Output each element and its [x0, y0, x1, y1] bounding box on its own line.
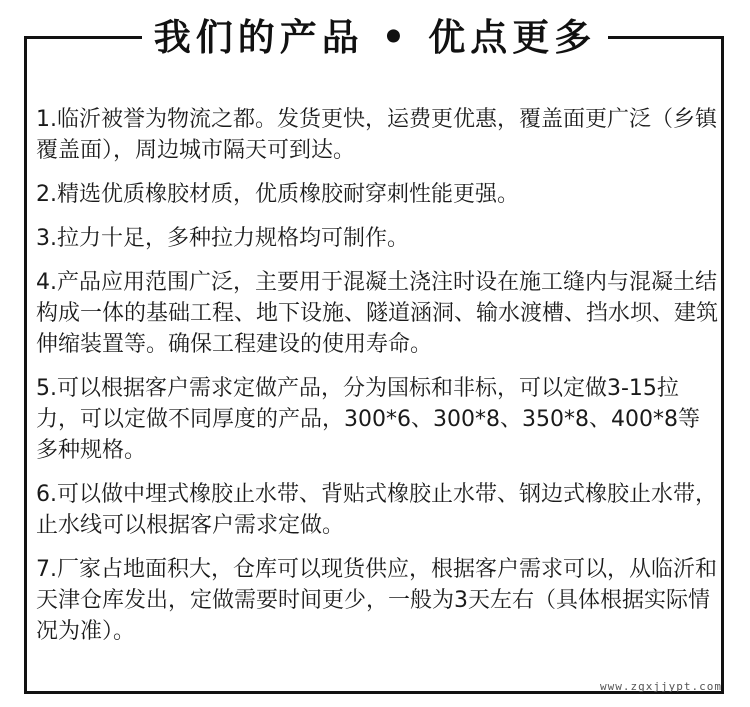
feature-item-6: 6.可以做中埋式橡胶止水带、背贴式橡胶止水带、钢边式橡胶止水带，止水线可以根据客户需求定做。 — [36, 482, 717, 538]
feature-item-2: 2.精选优质橡胶材质，优质橡胶耐穿刺性能更强。 — [36, 182, 519, 207]
feature-item-4: 4.产品应用范围广泛，主要用于混凝土浇注时设在施工缝内与混凝土结构成一体的基础工程、地下设施、隧道涵洞、输水渡槽、挡水坝、建筑伸缩装置等。确保工程建设的使用寿命。 — [36, 270, 719, 357]
feature-item-5: 5.可以根据客户需求定做产品，分为国标和非标，可以定做3-15拉力，可以定做不同厚度的产品，300*6、300*8、350*8、400*8等多种规格。 — [36, 376, 700, 463]
watermark-url: www.zgxjjypt.com — [600, 680, 722, 693]
feature-list — [36, 104, 720, 660]
page-title: 我们的产品 • 优点更多 — [142, 14, 608, 60]
feature-item-7: 7.厂家占地面积大，仓库可以现货供应，根据客户需求可以，从临沂和天津仓库发出，定做需要时间更少，一般为3天左右（具体根据实际情况为准）。 — [36, 557, 717, 644]
title-bar — [0, 14, 750, 60]
feature-item-3: 3.拉力十足，多种拉力规格均可制作。 — [36, 226, 409, 251]
feature-item-1: 1.临沂被誉为物流之都。发货更快，运费更优惠，覆盖面更广泛（乡镇覆盖面），周边城市隔天可到达。 — [36, 107, 717, 163]
